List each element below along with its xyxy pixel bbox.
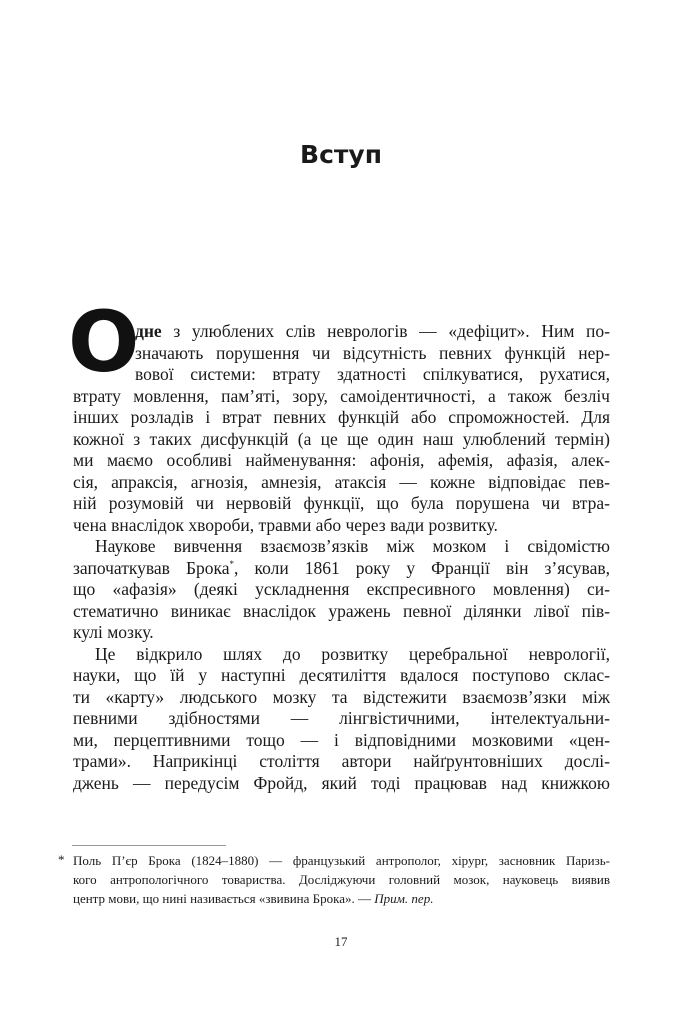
bold-first-word: дне xyxy=(135,321,162,341)
page-number: 17 xyxy=(334,934,348,949)
text-line: ми, перцептивними тощо — і відповідними мозковими «цен- xyxy=(73,729,610,750)
text-line: започаткував Брока*, коли 1861 року у Франції він з’ясував, xyxy=(73,557,610,578)
footnote-mark: * xyxy=(229,558,235,569)
text-line: вової системи: втрату здатності спілкуватися, рухатися, xyxy=(135,364,610,384)
text-line: Наукове вивчення взаємозв’язків між мозком і свідомістю xyxy=(95,536,610,556)
text-line: значають порушення чи відсутність певних функцій нер- xyxy=(135,342,610,363)
text-line: кулі мозку. xyxy=(73,622,154,642)
footnote-line: кого антропологічного товариства. Досліджуючи головний мозок, науковець виявив xyxy=(73,872,610,887)
footnote-line: Поль П’єр Брока (1824–1880) — французький антрополог, хірург, засновник Паризь- xyxy=(73,853,610,868)
text-line: науки, що їй у наступні десятиліття вдалося поступово склас- xyxy=(73,665,610,685)
text-line: джень — передусім Фройд, який тоді працював над книжкою xyxy=(73,772,610,793)
text-line: певними здібностями — лінгвістичними, інтелектуальни- xyxy=(73,708,610,728)
text-line: чена внаслідок хвороби, травми або через вади розвитку. xyxy=(73,514,498,535)
text-line: сія, апраксія, агнозія, амнезія, атаксія — кожне відповідає пев- xyxy=(73,471,610,492)
text-line: втрату мовлення, пам’яті, зору, самоідентичності, а також безліч xyxy=(73,385,610,406)
text-line: ми маємо особливі найменування: афонія, афемія, афазія, алек- xyxy=(73,450,610,470)
text-line: дне з улюблених слів неврологів — «дефіцит». Ним по- xyxy=(135,321,610,341)
text-line: інших розладів і втрат певних функцій або спроможностей. Для xyxy=(73,407,610,427)
text-line: що «афазія» (деякі ускладнення експресивного мовлення) си- xyxy=(73,579,610,599)
text-line: ти «карту» людського мозку та відстежити взаємозв’язки між xyxy=(73,686,610,707)
footnote-line: центр мови, що нині називається «звивина Брока». — Прим. пер. xyxy=(73,891,434,906)
drop-cap: О xyxy=(68,293,140,391)
footnote-marker: * xyxy=(58,852,65,867)
text-line: трами». Наприкінці століття автори найґрунтовніших дослі- xyxy=(73,751,610,771)
text-line: кожної з таких дисфункцій (а це ще один наш улюблений термін) xyxy=(73,428,610,449)
text-line: Це відкрило шлях до розвитку церебральної неврології, xyxy=(95,643,610,664)
footnote-divider xyxy=(72,845,226,846)
text-line: ній розумовій чи нервовій функції, що була порушена чи втра- xyxy=(73,493,610,513)
chapter-title: Вступ xyxy=(300,140,382,169)
translator-note: Прим. пер. xyxy=(374,891,434,906)
text-line: стематично виникає внаслідок уражень певної ділянки лівої пів- xyxy=(73,600,610,621)
